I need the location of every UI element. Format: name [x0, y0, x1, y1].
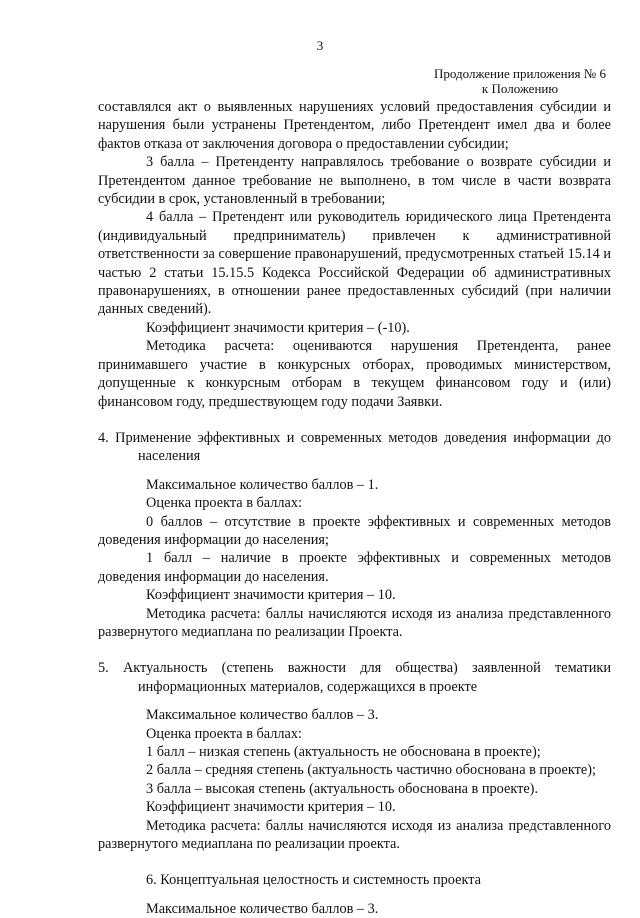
appendix-note-line1: Продолжение приложения № 6 [434, 66, 606, 81]
section-4-method: Методика расчета: баллы начисляются исходя из анализа представленного развернутого медиаплана по реализации Проекта. [98, 605, 611, 640]
section-5-method: Методика расчета: баллы начисляются исходя из анализа представленного развернутого медиаплана по реализации проекта. [98, 817, 611, 853]
paragraph-method: Методика расчета: оцениваются нарушения Претендента, ранее принимавшего участие в конкурсных отборах, проводимых министерством, допущенные к конкурсным отборам в текущем финансовом году и (или) финансовом году, предшествующем году подачи Заявки. [98, 338, 611, 410]
section-6-heading: 6. Концептуальная целостность и системность проекта [146, 872, 481, 889]
paragraph-coefficient: Коэффициент значимости критерия – (-10). [146, 319, 410, 336]
paragraph-score-4: 4 балла – Претендент или руководитель юридического лица Претендента (индивидуальный предприниматель) привлечен к административной ответственности за совершение правонарушений, предусмотренных статьей 15.14 и частью 2 статьи 15.15.5 Кодекса Российской Федерации об административных правонарушениях, в отношении ранее предоставленных субсидий (при наличии данных сведений). [98, 209, 611, 318]
appendix-note-line2: к Положению [481, 81, 559, 96]
section-5-max-score: Максимальное количество баллов – 3. [146, 707, 379, 724]
section-5-score-1: 1 балл – низкая степень (актуальность не обоснована в проекте); [146, 744, 541, 760]
section-4-score-1: 1 балл – наличие в проекте эффективных и современных методов доведения информации до населения. [98, 550, 611, 585]
section-4-assessment: Оценка проекта в баллах: [146, 495, 302, 512]
section-4-heading: 4. Применение эффективных и современных методов доведения информации до населения [98, 429, 611, 465]
paragraph-score-3: 3 балла – Претенденту направлялось требование о возврате субсидии и Претендентом данное требование не выполнено, в том числе в части возврата субсидии в срок, установленный в требовании; [98, 154, 611, 208]
section-4-coefficient: Коэффициент значимости критерия – 10. [146, 587, 396, 604]
section-5-assessment: Оценка проекта в баллах: [146, 725, 302, 742]
page-number: 3 [316, 38, 324, 53]
paragraph-continuation: составлялся акт о выявленных нарушениях условий предоставления субсидии и нарушения были устранены Претендентом, либо Претендент имел два и более фактов отказа от заключения договора о предоставлении субсидии; [98, 99, 611, 152]
section-4-max-score: Максимальное количество баллов – 1. [146, 476, 379, 493]
section-6-max-score: Максимальное количество баллов – 3. [146, 900, 379, 917]
appendix-note [420, 66, 620, 96]
section-5-coefficient: Коэффициент значимости критерия – 10. [146, 799, 396, 816]
section-5-score-2: 2 балла – средняя степень (актуальность частично обоснована в проекте); [146, 762, 596, 779]
section-5-score-3: 3 балла – высокая степень (актуальность обоснована в проекте). [146, 780, 539, 797]
section-4-score-0: 0 баллов – отсутствие в проекте эффективных и современных методов доведения информации до населения; [98, 513, 611, 548]
section-5-heading: 5. Актуальность (степень важности для общества) заявленной тематики информационных материалов, содержащихся в проекте [98, 660, 611, 695]
document-body [98, 98, 611, 918]
